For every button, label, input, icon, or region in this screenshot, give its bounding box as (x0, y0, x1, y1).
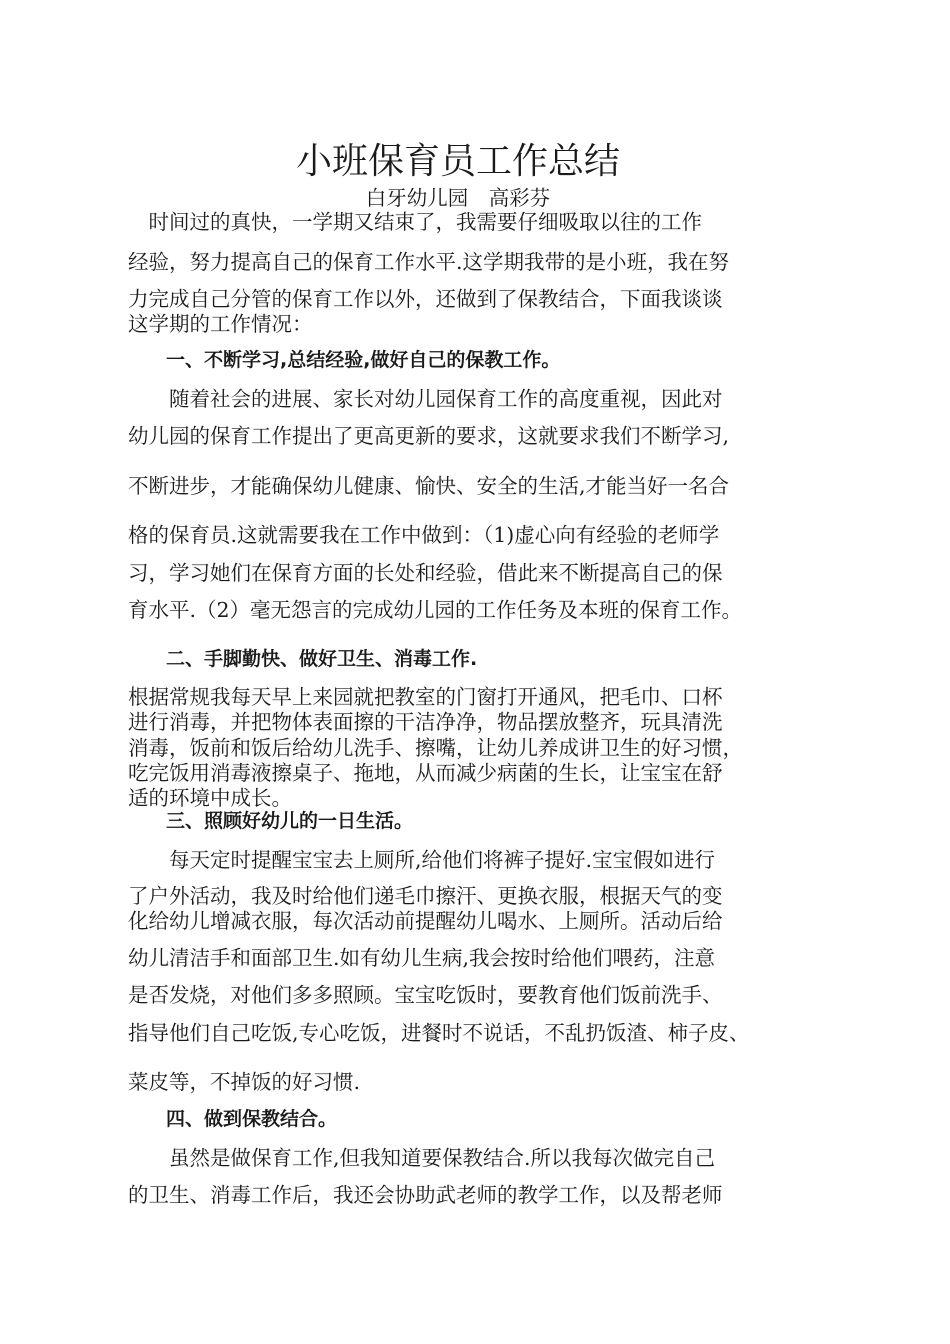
body-line: 吃完饭用消毒液擦桌子、拖地，从而减少病菌的生长，让宝宝在舒 (128, 761, 723, 785)
body-line: 指导他们自己吃饭,专心吃饭，进餐时不说话，不乱扔饭渣、柿子皮、 (128, 1021, 750, 1045)
body-line: 育水平.（2）毫无怨言的完成幼儿园的工作任务及本班的保育工作。 (128, 598, 743, 622)
section-heading-2: 二、手脚勤快、做好卫生、消毒工作. (128, 648, 478, 670)
body-line: 幼儿园的保育工作提出了更高更新的要求，这就要求我们不断学习, (128, 424, 730, 448)
body-line: 的卫生、消毒工作后，我还会协助武老师的教学工作，以及帮老师 (128, 1183, 723, 1207)
section-heading-1: 一、不断学习,总结经验,做好自己的保教工作。 (128, 349, 561, 371)
body-line: 随着社会的进展、家长对幼儿园保育工作的高度重视，因此对 (128, 387, 723, 411)
body-line: 虽然是做保育工作,但我知道要保教结合.所以我每次做完自己 (128, 1146, 716, 1170)
section-heading-3: 三、照顾好幼儿的一日生活。 (128, 810, 414, 832)
body-line: 是否发烧，对他们多多照顾。宝宝吃饭时，要教育他们饭前洗手、 (128, 983, 723, 1007)
body-line: 格的保育员.这就需要我在工作中做到：（1)虚心向有经验的老师学 (128, 523, 720, 547)
intro-line: 经验，努力提高自己的保育工作水平.这学期我带的是小班，我在努 (128, 250, 730, 274)
body-line: 幼儿清洁手和面部卫生.如有幼儿生病,我会按时给他们喂药，注意 (128, 946, 716, 970)
body-line: 菜皮等，不掉饭的好习惯. (128, 1070, 361, 1094)
body-line: 不断进步，才能确保幼儿健康、愉快、安全的生活,才能当好一名合 (128, 474, 730, 498)
body-line: 根据常规我每天早上来园就把教室的门窗打开通风，把毛巾、口杯 (128, 685, 723, 709)
author-line: 白牙幼儿园 高彩芬 (365, 186, 551, 210)
body-line: 适的环境中成长。 (128, 786, 292, 810)
body-line: 了户外活动，我及时给他们递毛巾擦汗、更换衣服，根据天气的变 (128, 884, 723, 908)
body-line: 进行消毒，并把物体表面擦的干洁净净，物品摆放整齐，玩具清洗 (128, 710, 723, 734)
intro-line: 时间过的真快，一学期又结束了，我需要仔细吸取以往的工作 (128, 210, 702, 234)
body-line: 每天定时提醒宝宝去上厕所,给他们将裤子提好.宝宝假如进行 (128, 848, 716, 872)
body-line: 消毒，饭前和饭后给幼儿洗手、擦嘴，让幼儿养成讲卫生的好习惯， (128, 736, 743, 760)
body-line: 习，学习她们在保育方面的长处和经验，借此来不断提高自己的保 (128, 561, 723, 585)
document-title: 小班保育员工作总结 (295, 141, 620, 182)
intro-line: 这学期的工作情况： (128, 312, 313, 336)
section-heading-4: 四、做到保教结合。 (128, 1108, 338, 1130)
intro-line: 力完成自己分管的保育工作以外，还做到了保教结合，下面我谈谈 (128, 287, 723, 311)
body-line: 化给幼儿增减衣服，每次活动前提醒幼儿喝水、上厕所。活动后给 (128, 909, 723, 933)
